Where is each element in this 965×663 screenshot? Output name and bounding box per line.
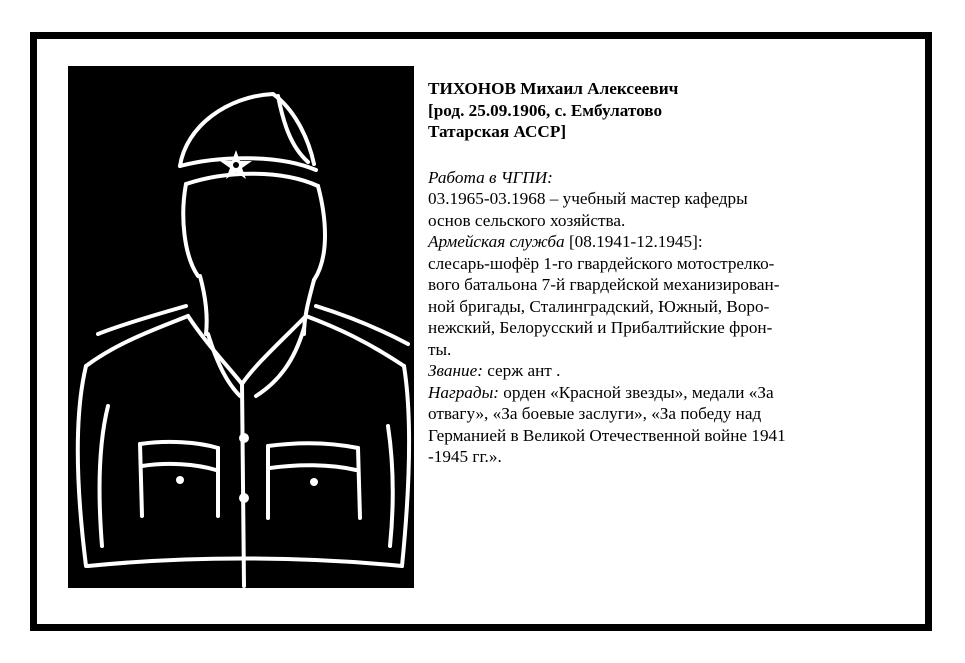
biography-text: [428, 78, 888, 468]
awards-heading: [428, 382, 888, 404]
awards-line: отвагу», «За боевые заслуги», «За победу над: [428, 404, 762, 423]
work-line-2: основ сельского хозяйства.: [428, 210, 626, 230]
rank-label: Звание:: [428, 361, 483, 380]
awards-line-1: орден «Красной звезды», медали «За: [498, 382, 774, 402]
work-line-1: 03.1965-03.1968 – учебный мастер кафедры: [428, 189, 748, 208]
army-service-heading: [428, 231, 888, 253]
army-line: ты.: [428, 339, 452, 359]
rank-value: серж ант .: [482, 361, 561, 380]
awards-line: -1945 гг.».: [428, 447, 502, 466]
full-name: ТИХОНОВ Михаил Алексеевич: [428, 79, 679, 98]
army-line: нежский, Белорусский и Прибалтийские фрон-: [428, 318, 773, 337]
work-label: Работа в ЧГПИ:: [428, 167, 553, 187]
birth-info-line-1: [род. 25.09.1906, с. Ембулатово: [428, 100, 663, 120]
army-line: вого батальона 7-й гвардейской механизирован-: [428, 275, 780, 294]
awards-line: Германией в Великой Отечественной войне 1941: [428, 425, 786, 445]
birth-info-line-2: Татарская АССР]: [428, 122, 567, 141]
awards-label: Награды:: [428, 382, 499, 402]
soldier-portrait: [68, 66, 414, 588]
rank-line: [428, 360, 888, 382]
army-line: ной бригады, Сталинградский, Южный, Воро-: [428, 296, 770, 316]
army-label: Армейская служба: [428, 232, 565, 251]
soldier-silhouette-icon: [68, 66, 414, 588]
name-block: [428, 78, 888, 143]
army-line: слесарь-шофёр 1-го гвардейского мотострелко-: [428, 253, 775, 273]
army-period: [08.1941-12.1945]:: [564, 232, 703, 251]
